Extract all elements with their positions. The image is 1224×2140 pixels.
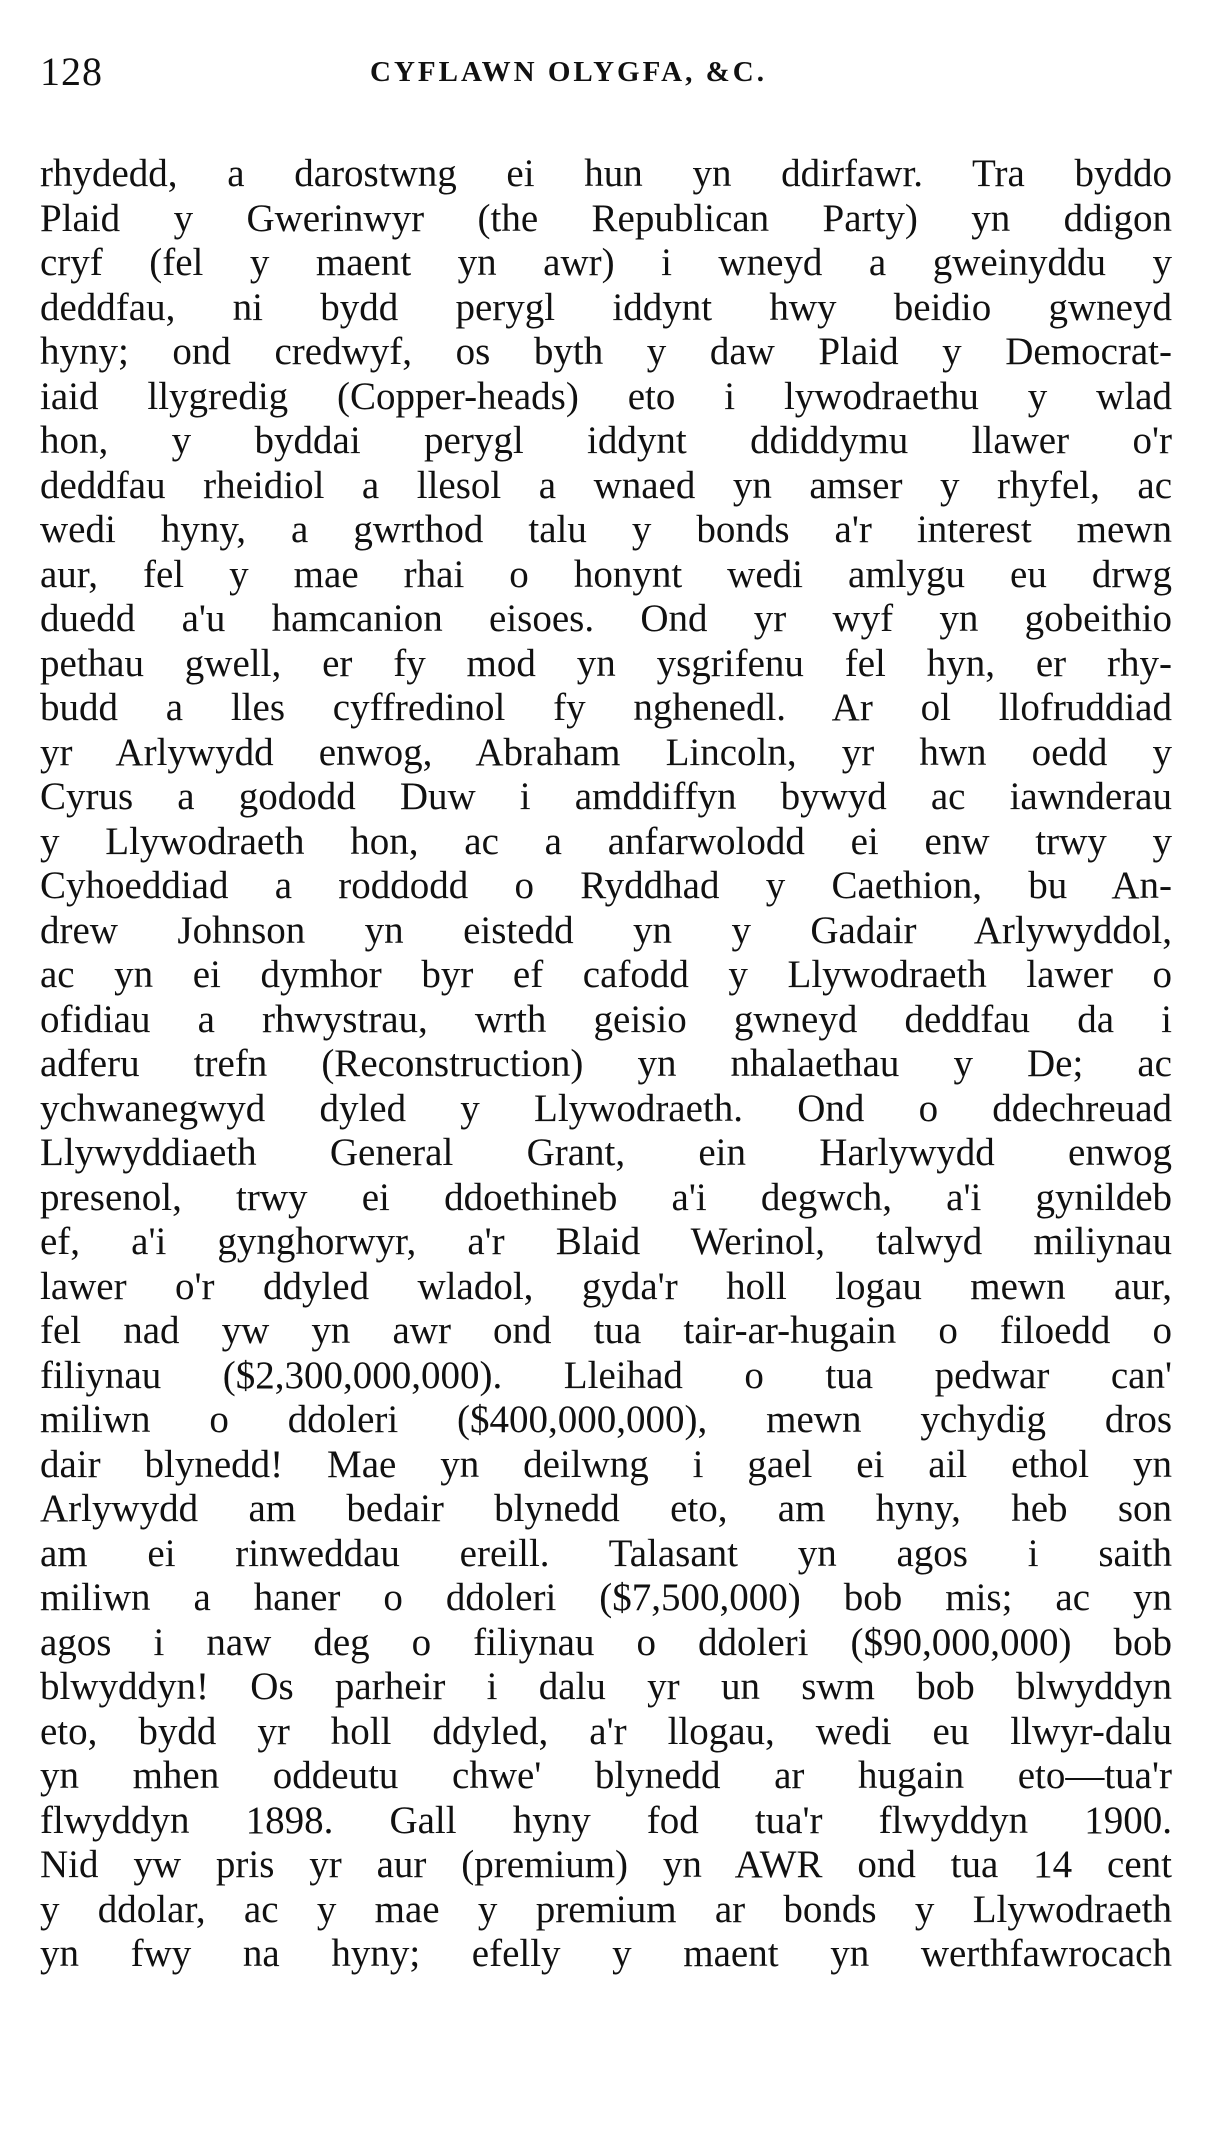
text-line: Plaid y Gwerinwyr (the Republican Party) yn ddigon	[40, 196, 1172, 240]
text-line: Llywyddiaeth General Grant, ein Harlywydd enwog	[40, 1131, 1172, 1174]
body-text	[40, 152, 1172, 1977]
text-line: y Llywodraeth hon, ac a anfarwolodd ei enw trwy y	[40, 819, 1172, 863]
text-line: drew Johnson yn eistedd yn y Gadair Arlywyddol,	[40, 908, 1172, 952]
text-line: yn fwy na hyny; efelly y maent yn werthfawrocach	[40, 1932, 1172, 1975]
text-line: miliwn a haner o ddoleri ($7,500,000) bob mis; ac yn	[40, 1576, 1172, 1619]
text-line: eto, bydd yr holl ddyled, a'r llogau, wedi eu llwyr-dalu	[40, 1709, 1172, 1753]
text-line: y ddolar, ac y mae y premium ar bonds y Llywodraeth	[40, 1887, 1172, 1931]
text-line: filiynau ($2,300,000,000). Lleihad o tua pedwar can'	[40, 1353, 1172, 1397]
text-line: Cyhoeddiad a roddodd o Ryddhad y Caethion, bu An-	[40, 864, 1172, 907]
text-line: budd a lles cyffredinol fy nghenedl. Ar ol llofruddiad	[40, 686, 1172, 729]
text-line: pethau gwell, er fy mod yn ysgrifenu fel hyn, er rhy-	[40, 641, 1172, 685]
text-line: hon, y byddai perygl iddynt ddiddymu llawer o'r	[40, 419, 1172, 462]
running-head: CYFLAWN OLYGFA, &C.	[370, 56, 767, 88]
text-line: rhydedd, a darostwng ei hun yn ddirfawr. Tra byddo	[40, 152, 1172, 195]
text-line: am ei rinweddau ereill. Talasant yn agos i saith	[40, 1531, 1172, 1575]
text-line: adferu trefn (Reconstruction) yn nhalaethau y De; ac	[40, 1042, 1172, 1085]
text-line: ef, a'i gynghorwyr, a'r Blaid Werinol, talwyd miliynau	[40, 1220, 1172, 1263]
page-number: 128	[40, 49, 103, 94]
text-line: flwyddyn 1898. Gall hyny fod tua'r flwyddyn 1900.	[40, 1798, 1172, 1842]
text-line: duedd a'u hamcanion eisoes. Ond yr wyf yn gobeithio	[40, 597, 1172, 640]
text-line: yr Arlywydd enwog, Abraham Lincoln, yr hwn oedd y	[40, 730, 1172, 774]
page-header	[40, 44, 1170, 104]
text-line: cryf (fel y maent yn awr) i wneyd a gweinyddu y	[40, 241, 1172, 284]
text-line: deddfau, ni bydd perygl iddynt hwy beidio gwneyd	[40, 285, 1172, 329]
text-line: presenol, trwy ei ddoethineb a'i degwch, a'i gynildeb	[40, 1175, 1172, 1219]
text-line: agos i naw deg o filiynau o ddoleri ($90,000,000) bob	[40, 1620, 1172, 1664]
text-line: ac yn ei dymhor byr ef cafodd y Llywodraeth lawer o	[40, 953, 1172, 996]
text-line: aur, fel y mae rhai o honynt wedi amlygu eu drwg	[40, 552, 1172, 596]
text-line: deddfau rheidiol a llesol a wnaed yn amser y rhyfel, ac	[40, 463, 1172, 507]
text-line: miliwn o ddoleri ($400,000,000), mewn ychydig dros	[40, 1398, 1172, 1441]
text-line: fel nad yw yn awr ond tua tair-ar-hugain o filoedd o	[40, 1309, 1172, 1352]
text-line: Nid yw pris yr aur (premium) yn AWR ond tua 14 cent	[40, 1843, 1172, 1886]
text-line: blwyddyn! Os parheir i dalu yr un swm bob blwyddyn	[40, 1665, 1172, 1708]
text-line: wedi hyny, a gwrthod talu y bonds a'r interest mewn	[40, 508, 1172, 551]
text-line: ychwanegwyd dyled y Llywodraeth. Ond o ddechreuad	[40, 1086, 1172, 1130]
text-line: dair blynedd! Mae yn deilwng i gael ei ail ethol yn	[40, 1442, 1172, 1486]
text-line: ofidiau a rhwystrau, wrth geisio gwneyd deddfau da i	[40, 997, 1172, 1041]
text-line: Cyrus a gododd Duw i amddiffyn bywyd ac iawnderau	[40, 775, 1172, 818]
text-line: iaid llygredig (Copper-heads) eto i lywodraethu y wlad	[40, 374, 1172, 418]
text-line: Arlywydd am bedair blynedd eto, am hyny, heb son	[40, 1487, 1172, 1530]
text-line: hyny; ond credwyf, os byth y daw Plaid y Democrat-	[40, 330, 1172, 373]
text-line: lawer o'r ddyled wladol, gyda'r holl logau mewn aur,	[40, 1264, 1172, 1308]
text-line: yn mhen oddeutu chwe' blynedd ar hugain eto—tua'r	[40, 1754, 1172, 1797]
